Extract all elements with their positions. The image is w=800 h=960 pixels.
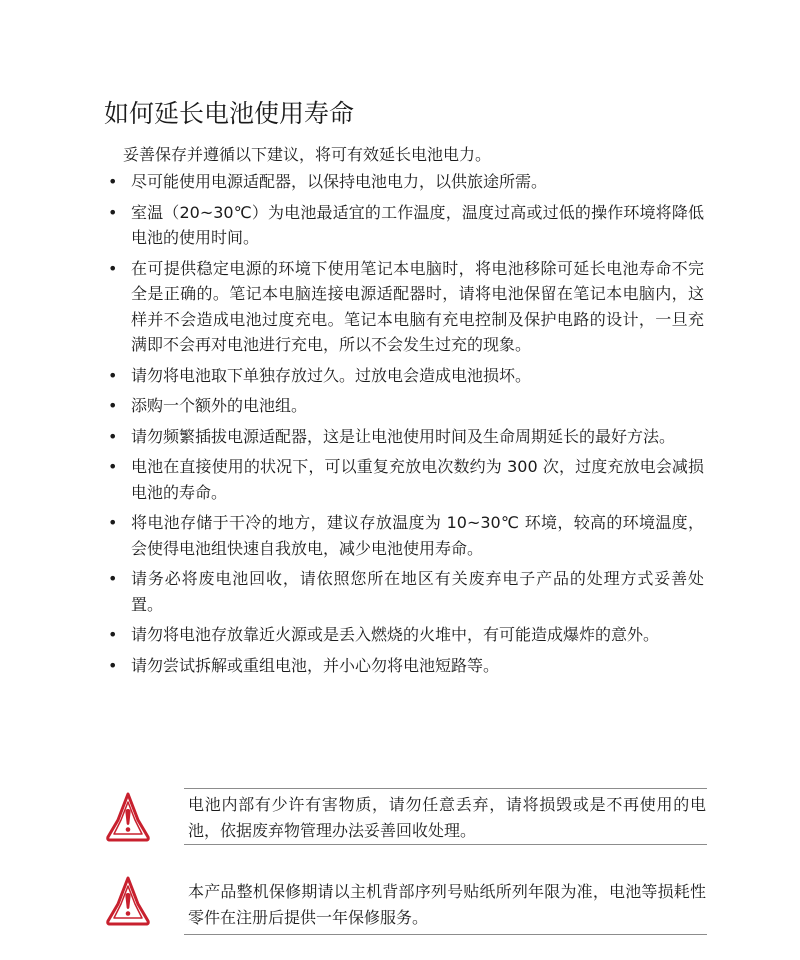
bullet-icon: • [108,457,118,476]
divider [184,844,707,845]
list-item [104,363,704,389]
warning-text: 电池内部有少许有害物质，请勿任意丢弃，请将损毁或是不再使用的电池，依据废弃物管理办法妥善回收处理。 [188,795,706,840]
list-item-text: 请勿将电池存放靠近火源或是丢入燃烧的火堆中，有可能造成爆炸的意外。 [131,625,660,644]
list-item [104,566,704,617]
intro-text: 妥善保存并遵循以下建议，将可有效延长电池电力。 [123,145,492,164]
tips-list [104,169,704,683]
list-item [104,510,704,561]
list-item [104,393,704,419]
list-item-text: 添购一个额外的电池组。 [131,396,308,415]
bullet-icon: • [108,172,118,191]
list-item [104,200,704,251]
bullet-icon: • [108,258,118,278]
page-title: 如何延长电池使用寿命 [104,99,355,128]
list-item-text: 请勿将电池取下单独存放过久。过放电会造成电池损坏。 [131,365,532,385]
bullet-icon: • [108,569,118,588]
bullet-icon: • [108,202,118,222]
list-item-text: 请勿频繁插拔电源适配器，这是让电池使用时间及生命周期延长的最好方法。 [131,426,676,446]
list-item [104,622,704,648]
list-item [104,424,704,450]
list-item-text: 将电池存储于干冷的地方，建议存放温度为 10~30℃ 环境，较高的环境温度，会使得电池组快速自我放电，减少电池使用寿命。 [131,513,704,558]
list-item-text: 电池在直接使用的状况下，可以重复充放电次数约为 300 次，过度充放电会减损电池的寿命。 [131,457,704,502]
warning-icon [104,874,152,930]
list-item-text: 请务必将废电池回收，请依照您所在地区有关废弃电子产品的处理方式妥善处置。 [131,569,704,614]
divider [184,934,707,935]
list-item-text: 在可提供稳定电源的环境下使用笔记本电脑时，将电池移除可延长电池寿命不完全是正确的。笔记本电脑连接电源适配器时，请将电池保留在笔记本电脑内，这样并不会造成电池过度充电。笔记本电脑有充电控制及保护电路的设计，一旦充满即不会再对电池进行充电，所以不会发生过充的现象。 [131,258,704,354]
list-item-text: 请勿尝试拆解或重组电池，并小心勿将电池短路等。 [131,655,500,675]
bullet-icon: • [108,426,118,446]
list-item [104,454,704,505]
list-item [104,653,704,679]
bullet-icon: • [108,365,118,385]
warning-text: 本产品整机保修期请以主机背部序列号贴纸所列年限为准，电池等损耗性零件在注册后提供一年保修服务。 [188,882,706,927]
list-item-text: 尽可能使用电源适配器，以保持电池电力，以供旅途所需。 [131,172,548,191]
list-item-text: 室温（20~30℃）为电池最适宜的工作温度，温度过高或过低的操作环境将降低电池的使用时间。 [131,202,704,247]
warning-icon [104,790,152,846]
list-item [104,256,704,358]
bullet-icon: • [108,625,118,644]
bullet-icon: • [108,513,118,532]
list-item [104,169,704,195]
bullet-icon: • [108,655,118,675]
divider [184,788,707,789]
bullet-icon: • [108,396,118,415]
